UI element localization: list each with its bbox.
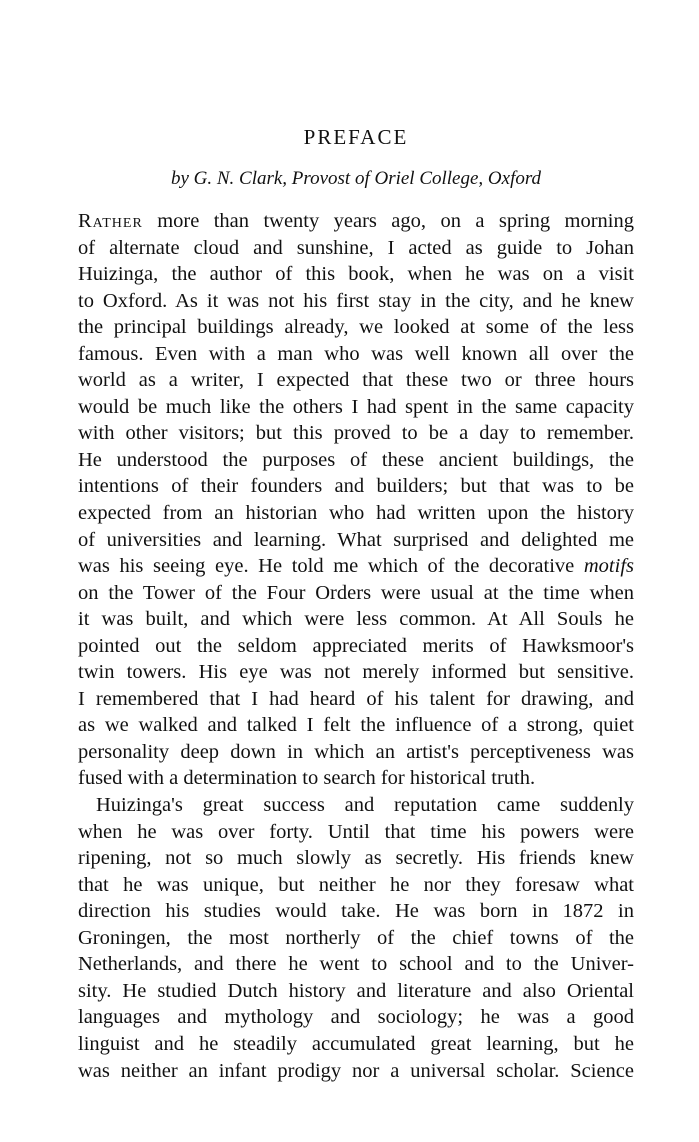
text-line: world as a writer, I expected that these two or three hours [78,369,634,392]
text-line [78,208,634,235]
text-line: on the Tower of the Four Orders were usual at the time when [78,581,634,604]
text-line: ripening, not so much slowly as secretly. His friends knew [78,847,634,870]
text-line: was neither an infant prodigy nor a universal scholar. Science [78,1059,634,1082]
text-line: personality deep down in which an artist's perceptiveness was [78,740,634,763]
text-line: when he was over forty. Until that time his powers were [78,820,634,843]
line-text: more than twenty years ago, on a spring morning [142,210,634,232]
byline: by G. N. Clark, Provost of Oriel College, Oxford [170,168,542,189]
text-line: of universities and learning. What surprised and delighted me [78,528,634,551]
text-line: linguist and he steadily accumulated great learning, but he [78,1032,634,1055]
text-line: it was built, and which were less common. At All Souls he [78,608,634,631]
text-line: famous. Even with a man who was well known all over the [78,342,634,365]
text-line: He understood the purposes of these ancient buildings, the [78,448,634,471]
text-line: Groningen, the most northerly of the chief towns of the [78,926,634,949]
text-line: of alternate cloud and sunshine, I acted as guide to Johan [78,236,634,259]
line-text: was his seeing eye. He told me which of the decorative [78,555,584,578]
text-line: to Oxford. As it was not his first stay in the city, and he knew [78,289,634,312]
text-line: sity. He studied Dutch history and literature and also Oriental [78,979,634,1002]
text-line: that he was unique, but neither he nor they foresaw what [78,873,634,896]
text-line: Huizinga's great success and reputation came suddenly [96,794,634,817]
text-line: would be much like the others I had spent in the same capacity [78,395,634,418]
text-line [78,553,634,580]
text-line: I remembered that I had heard of his talent for drawing, and [78,687,634,710]
text-line: fused with a determination to search for historical truth. [78,767,536,790]
text-line: twin towers. His eye was not merely informed but sensitive. [78,661,634,684]
paragraph-1 [78,208,634,792]
text-line: intentions of their founders and builders; but that was to be [78,475,634,498]
text-line: with other visitors; but this proved to be a day to remember. [78,422,634,445]
text-line: direction his studies would take. He was born in 1872 in [78,900,634,923]
text-line: Netherlands, and there he went to school and to the Univer- [78,953,634,976]
text-line: Huizinga, the author of this book, when he was on a visit [78,263,634,286]
text-line: pointed out the seldom appreciated merits of Hawksmoor's [78,634,634,657]
text-line: the principal buildings already, we looked at some of the less [78,316,634,339]
opening-word: Rather [78,210,143,232]
preface-page [78,122,634,1084]
italic-word: motifs [583,555,634,578]
text-line: expected from an historian who had written upon the history [78,502,634,525]
text-line: as we walked and talked I felt the influence of a strong, quiet [78,714,634,737]
page-title: PREFACE [303,125,409,149]
text-line: languages and mythology and sociology; he was a good [78,1006,634,1029]
paragraph-2 [78,792,634,1084]
